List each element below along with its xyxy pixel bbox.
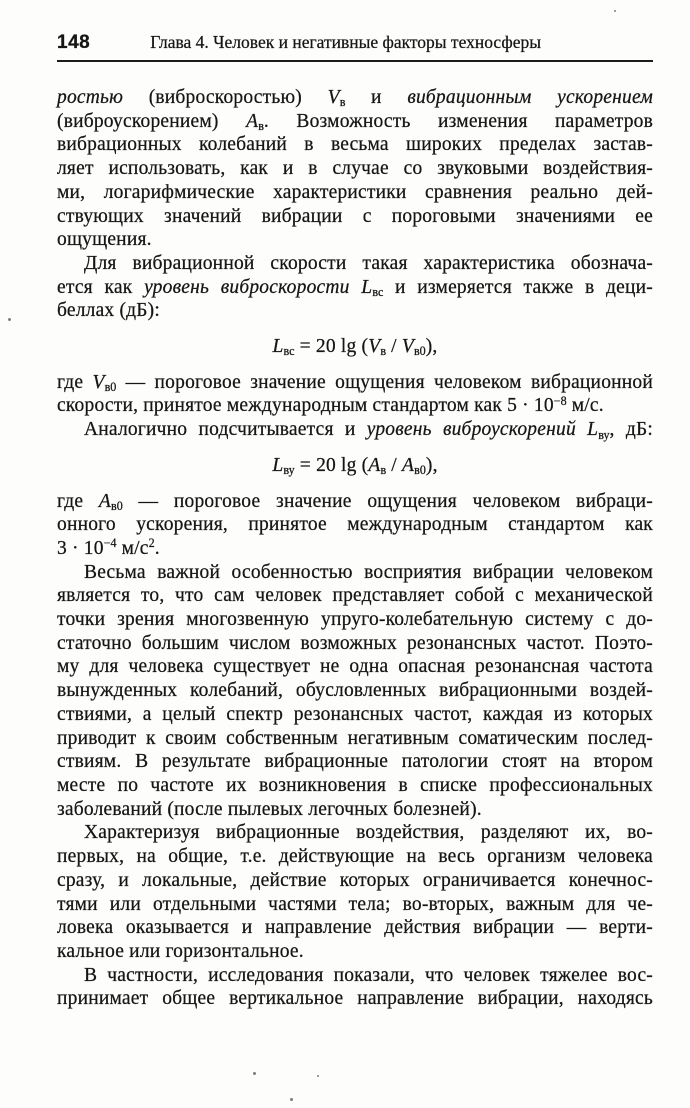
scan-speck (8, 318, 11, 321)
text-line: является то, что сам человек представляет собой с механической (57, 585, 653, 607)
page-number: 148 (57, 32, 91, 53)
text-line: Характеризуя вибрационные воздействия, разделяют их, во- (84, 822, 653, 844)
text-line: заболеваний (после пылевых легочных болезней). (57, 798, 482, 820)
text-line: первых, на общие, т.е. действующие на весь организм человека (57, 846, 653, 868)
page-body (57, 86, 653, 1011)
text-line: ется как уровень виброскорости $L_{вс}$ и измеряется также в деци- (57, 276, 653, 299)
text-line: статочно большим числом возможных резонансных частот. Поэто- (57, 632, 653, 654)
text-line: ляет использовать, как и в случае со звуковыми воздействия- (57, 158, 653, 180)
chapter-title: Глава 4. Человек и негативные факторы техносферы (150, 32, 542, 52)
scan-speck (317, 1075, 319, 1077)
text-line: месте по частоте их возникновения в списке профессиональных (57, 774, 653, 796)
scan-speck (614, 10, 616, 12)
text-line: приводит к своим собственным негативным соматическим послед- (57, 727, 653, 749)
text-line: ловека оказывается и направление действия вибрации — верти- (57, 917, 653, 939)
text-line: онного ускорения, принятое международным стандартом как (57, 514, 653, 536)
text-line: принимает общее вертикальное направление вибрации, находясь (57, 988, 653, 1010)
running-header (57, 32, 653, 60)
text-line: ствиям. В результате вибрационные патологии стоят на втором (57, 751, 653, 773)
text-line: ощущения. (57, 229, 152, 251)
scan-speck (253, 1072, 256, 1075)
text-line: $3 \cdot 10^{-4}$ $м/с^2$. (57, 536, 160, 559)
text-line: Для вибрационной скорости такая характеристика обознача- (84, 252, 653, 274)
text-line: беллах (дБ): (57, 300, 160, 322)
scan-speck (290, 1098, 293, 1101)
text-line: вынужденных колебаний, обусловленных вибрационными воздей- (57, 680, 653, 702)
text-line: вибрационных колебаний в весьма широких пределах застав- (57, 134, 653, 156)
text-line: му для человека существует не одна опасная резонансная частота (57, 656, 653, 678)
text-line: скорости, принятое международным стандартом как $5 \cdot 10^{-8}$ м/с. (57, 393, 604, 417)
text-line: где $A_{в0}$ — пороговое значение ощущения человеком вибраци- (57, 490, 653, 513)
text-line: (виброускорением) $A_в$. Возможность изменения параметров (57, 110, 654, 134)
text-line: ростью (виброскоростью) $V_в$ и вибрационным ускорением (57, 87, 653, 110)
text-line: сразу, и локальные, действие которых ограничивается конечнос- (57, 869, 653, 891)
header-rule (57, 60, 653, 62)
text-line: В частности, исследования показали, что человек тяжелее вос- (84, 964, 653, 986)
text-line: ми, логарифмические характеристики сравнения реально дей- (57, 181, 653, 203)
text-line: где $V_{в0}$ — пороговое значение ощущения человеком вибрационной (57, 371, 653, 395)
page-content (57, 32, 653, 1011)
formula-line: $L_{ву} = 20$ $\lg (A_в / A_{в0})$, (272, 454, 438, 478)
text-line: кальное или горизонтальное. (57, 940, 304, 962)
text-line: тями или отдельными частями тела; во-вторых, важным для че- (57, 893, 653, 915)
text-line: Весьма важной особенностью восприятия вибрации человеком (84, 561, 653, 583)
formula-line: $L_{вс} = 20$ $\lg (V_в / V_{в0})$, (272, 336, 438, 359)
text-line: Аналогично подсчитывается и уровень виброускорений $L_{ву}$, дБ: (84, 419, 653, 442)
text-line: ствиями, а целый спектр резонансных частот, каждая из которых (57, 703, 653, 725)
text-line: ствующих значений вибрации с пороговыми значениями ее (57, 205, 653, 227)
text-line: точки зрения многозвенную упруго-колебательную систему с до- (57, 609, 653, 631)
